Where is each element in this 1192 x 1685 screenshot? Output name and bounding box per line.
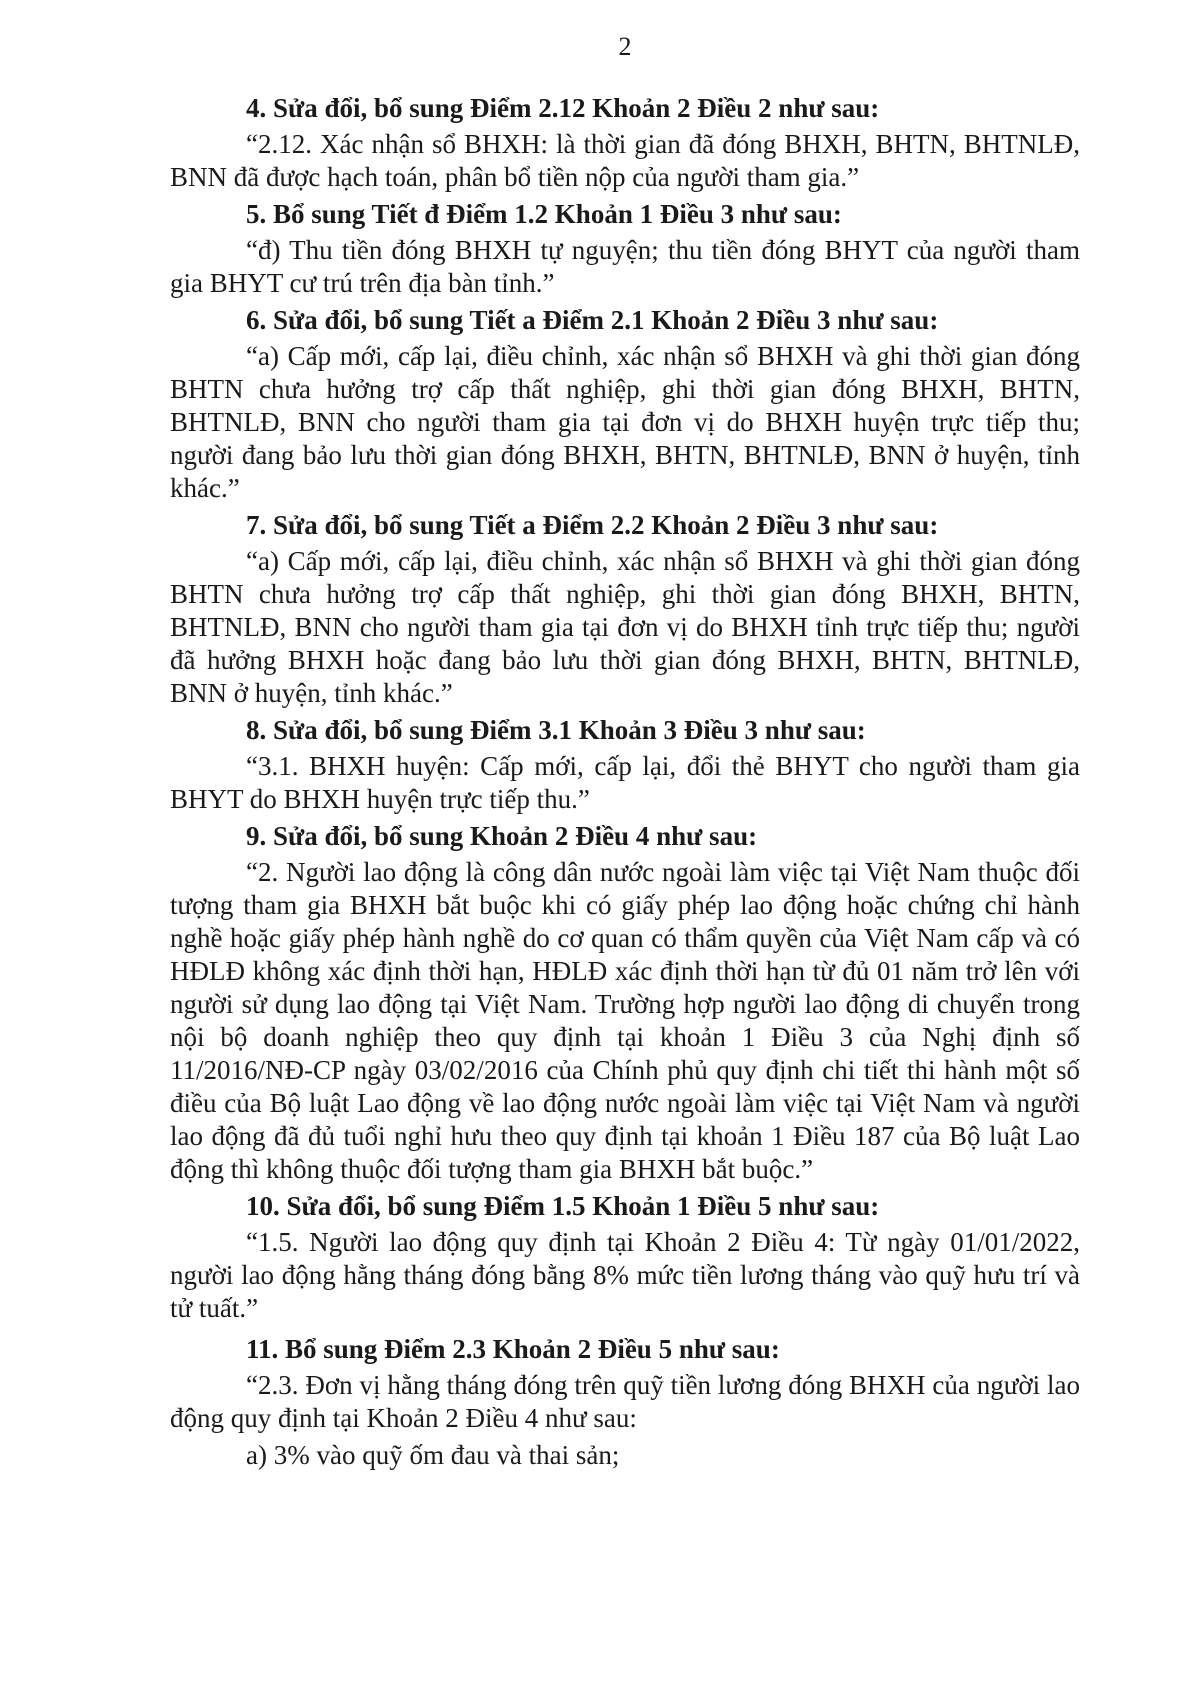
section-paragraph: “3.1. BHXH huyện: Cấp mới, cấp lại, đổi thẻ BHYT cho người tham gia BHYT do BHXH huyện trực tiếp thu.” — [170, 751, 1080, 814]
section-paragraph: “2. Người lao động là công dân nước ngoài làm việc tại Việt Nam thuộc đối tượng tham gia BHXH bắt buộc khi có giấy phép lao động hoặc chứng chỉ hành nghề hoặc giấy phép hành nghề do cơ quan có thẩm quyền của Việt Nam cấp và có HĐLĐ không xác định thời hạn, HĐLĐ xác định thời hạn từ đủ 01 năm trở lên với người sử dụng lao động tại Việt Nam. Trường hợp người lao động di chuyển trong nội bộ doanh nghiệp theo quy định tại khoản 1 Điều 3 của Nghị định số 11/2016/NĐ-CP ngày 03/02/2016 của Chính phủ quy định chi tiết thi hành một số điều của Bộ luật Lao động về lao động nước ngoài làm việc tại Việt Nam và người lao động đã đủ tuổi nghỉ hưu theo quy định tại khoản 1 Điều 187 của Bộ luật Lao động thì không thuộc đối tượng tham gia BHXH bắt buộc.” — [170, 857, 1080, 1184]
section-8 — [170, 714, 1080, 816]
section-heading: 9. Sửa đổi, bổ sung Khoản 2 Điều 4 như sau: — [246, 821, 758, 851]
section-heading: 10. Sửa đổi, bổ sung Điểm 1.5 Khoản 1 Điều 5 như sau: — [246, 1191, 880, 1221]
section-paragraph: “1.5. Người lao động quy định tại Khoản 2 Điều 4: Từ ngày 01/01/2022, người lao động hằng tháng đóng bằng 8% mức tiền lương tháng vào quỹ hưu trí và tử tuất.” — [170, 1227, 1080, 1323]
section-paragraph: “a) Cấp mới, cấp lại, điều chỉnh, xác nhận sổ BHXH và ghi thời gian đóng BHTN chưa hưởng trợ cấp thất nghiệp, ghi thời gian đóng BHXH, BHTN, BHTNLĐ, BNN cho người tham gia tại đơn vị do BHXH huyện trực tiếp thu; người đang bảo lưu thời gian đóng BHXH, BHTN, BHTNLĐ, BNN ở huyện, tỉnh khác.” — [170, 341, 1080, 503]
section-paragraph: “2.3. Đơn vị hằng tháng đóng trên quỹ tiền lương đóng BHXH của người lao động quy định tại Khoản 2 Điều 4 như sau: — [170, 1370, 1080, 1433]
document-body — [170, 92, 1080, 1476]
section-heading: 5. Bổ sung Tiết đ Điểm 1.2 Khoản 1 Điều 3 như sau: — [246, 199, 842, 229]
section-paragraph: “đ) Thu tiền đóng BHXH tự nguyện; thu tiền đóng BHYT của người tham gia BHYT cư trú trên địa bàn tỉnh.” — [170, 235, 1080, 298]
section-10 — [170, 1190, 1080, 1325]
section-6 — [170, 304, 1080, 505]
section-paragraph: a) 3% vào quỹ ốm đau và thai sản; — [246, 1440, 620, 1470]
section-paragraph: “2.12. Xác nhận sổ BHXH: là thời gian đã đóng BHXH, BHTN, BHTNLĐ, BNN đã được hạch toán, phân bổ tiền nộp của người tham gia.” — [170, 129, 1080, 192]
section-heading: 7. Sửa đổi, bổ sung Tiết a Điểm 2.2 Khoản 2 Điều 3 như sau: — [246, 510, 939, 540]
section-heading: 11. Bổ sung Điểm 2.3 Khoản 2 Điều 5 như sau: — [246, 1334, 780, 1364]
section-paragraph: “a) Cấp mới, cấp lại, điều chỉnh, xác nhận sổ BHXH và ghi thời gian đóng BHTN chưa hưởng trợ cấp thất nghiệp, ghi thời gian đóng BHXH, BHTN, BHTNLĐ, BNN cho người tham gia tại đơn vị do BHXH tỉnh trực tiếp thu; người đã hưởng BHXH hoặc đang bảo lưu thời gian đóng BHXH, BHTN, BHTNLĐ, BNN ở huyện, tỉnh khác.” — [170, 546, 1080, 708]
section-7 — [170, 509, 1080, 710]
section-4 — [170, 92, 1080, 194]
section-heading: 6. Sửa đổi, bổ sung Tiết a Điểm 2.1 Khoản 2 Điều 3 như sau: — [246, 305, 939, 335]
section-9 — [170, 820, 1080, 1186]
section-heading: 4. Sửa đổi, bổ sung Điểm 2.12 Khoản 2 Điều 2 như sau: — [246, 93, 880, 123]
section-11 — [170, 1333, 1080, 1472]
section-heading: 8. Sửa đổi, bổ sung Điểm 3.1 Khoản 3 Điều 3 như sau: — [246, 715, 866, 745]
page-number: 2 — [618, 32, 632, 61]
section-5 — [170, 198, 1080, 300]
